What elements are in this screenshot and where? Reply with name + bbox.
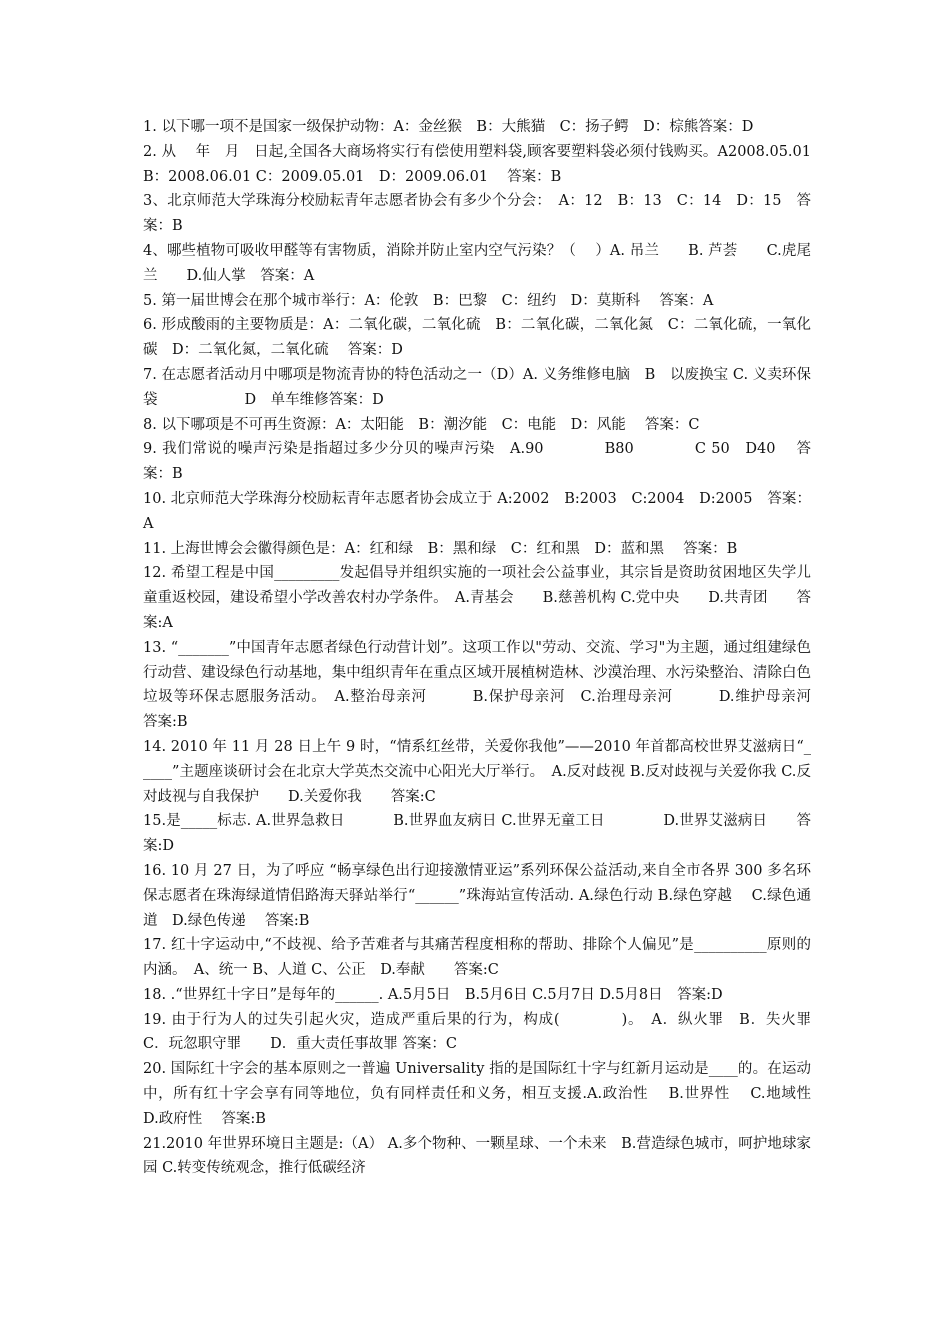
question-14: 14. 2010 年 11 月 28 日上午 9 时，“情系红丝带，关爱你我他”——2010 年首都高校世界艾滋病日“_____”主题座谈研讨会在北京大学英杰交流中心阳光大厅举行。 A.反对歧视 B.反对歧视与关爱你我 C.反对歧视与自我保护 D.关爱你我 答案:C bbox=[143, 738, 811, 805]
question-13: 13. “_______”中国青年志愿者绿色行动营计划”。这项工作以"劳动、交流、学习"为主题，通过组建绿色行动营、建设绿色行动基地，集中组织青年在重点区域开展植树造林、沙漠治理、水污染整治、清除白色垃圾等环保志愿服务活动。 A.整治母亲河 B.保护母亲河 C.治理母亲河 D.维护母亲河 答案:B bbox=[143, 639, 840, 731]
question-21: 21.2010 年世界环境日主题是:（A） A.多个物种、一颗星球、一个未来 B.营造绿色城市，呵护地球家园 C.转变传统观念，推行低碳经济 bbox=[143, 1135, 811, 1177]
question-1: 1. 以下哪一项不是国家一级保护动物：A：金丝猴 B：大熊猫 C：扬子鳄 D：棕熊答案：D bbox=[143, 119, 754, 135]
question-list bbox=[143, 115, 840, 1181]
question-19: 19. 由于行为人的过失引起火灾，造成严重后果的行为，构成( )。 A．纵火罪 B．失火罪 C．玩忽职守罪 D．重大责任事故罪 答案：C bbox=[143, 1011, 840, 1053]
question-8: 8. 以下哪项是不可再生资源：A：太阳能 B：潮汐能 C：电能 D：风能 答案：C bbox=[143, 416, 700, 433]
question-11: 11. 上海世博会会徽得颜色是：A：红和绿 B：黑和绿 C：红和黑 D：蓝和黑 答案：B bbox=[143, 540, 738, 557]
question-17: 17. 红十字运动中,“不歧视、给予苦难者与其痛苦程度相称的帮助、排除个人偏见”是__________原则的内涵。 A、统一 B、人道 C、公正 D.奉献 答案:C bbox=[143, 937, 811, 979]
question-5: 5. 第一届世博会在那个城市举行：A：伦敦 B：巴黎 C：纽约 D：莫斯科 答案：A bbox=[143, 292, 714, 309]
question-20: 20. 国际红十字会的基本原则之一普遍 Universality 指的是国际红十字与红新月运动是____的。在运动中，所有红十字会享有同等地位，负有同样责任和义务，相互支援.A.政治性 B.世界性 C.地域性 D.政府性 答案:B bbox=[143, 1061, 831, 1127]
question-2: 2. 从 年 月 日起,全国各大商场将实行有偿使用塑料袋,顾客要塑料袋必须付钱购买。A2008.05.01 B：2008.06.01 C：2009.05.01 D：2009.06.01 答案：B bbox=[143, 143, 826, 185]
question-16: 16. 10 月 27 日，为了呼应 “畅享绿色出行迎接激情亚运”系列环保公益活动,来自全市各界 300 多名环保志愿者在珠海绿道情侣路海天驿站举行“______”珠海站宣传活动. A.绿色行动 B.绿色穿越 C.绿色通道 D.绿色传递 答案:B bbox=[143, 862, 811, 929]
question-4: 4、哪些植物可吸收甲醛等有害物质，消除并防止室内空气污染？（ ）A. 吊兰 B. 芦荟 C.虎尾兰 D.仙人掌 答案：A bbox=[143, 242, 811, 284]
question-7: 7. 在志愿者活动月中哪项是物流青协的特色活动之一（D）A. 义务维修电脑 B 以废换宝 C. 义卖环保袋 D 单车维修答案：D bbox=[143, 366, 811, 408]
question-18: 18. .“世界红十字日”是每年的______. A.5月5日 B.5月6日 C.5月7日 D.5月8日 答案:D bbox=[143, 986, 723, 1003]
question-15: 15.是_____标志. A.世界急救日 B.世界血友病日 C.世界无童工日 D.世界艾滋病日 答案:D bbox=[143, 813, 811, 855]
question-3: 3、北京师范大学珠海分校励耘青年志愿者协会有多少个分会： A：12 B：13 C：14 D：15 答案：B bbox=[143, 193, 811, 235]
question-9: 9. 我们常说的噪声污染是指超过多少分贝的噪声污染 A.90 B80 C 50 D40 答案：B bbox=[143, 441, 811, 483]
question-6: 6. 形成酸雨的主要物质是：A：二氧化碳，二氧化硫 B：二氧化碳，二氧化氮 C：二氧化硫，一氧化碳 D：二氧化氮，二氧化硫 答案：D bbox=[143, 317, 811, 359]
question-10: 10. 北京师范大学珠海分校励耘青年志愿者协会成立于 A:2002 B:2003 C:2004 D:2005 答案：A bbox=[143, 490, 811, 532]
question-12: 12. 希望工程是中国_________发起倡导并组织实施的一项社会公益事业，其宗旨是资助贫困地区失学儿童重返校园，建设希望小学改善农村办学条件。 A.青基会 B.慈善机构 C.党中央 D.共青团 答案:A bbox=[143, 565, 811, 631]
